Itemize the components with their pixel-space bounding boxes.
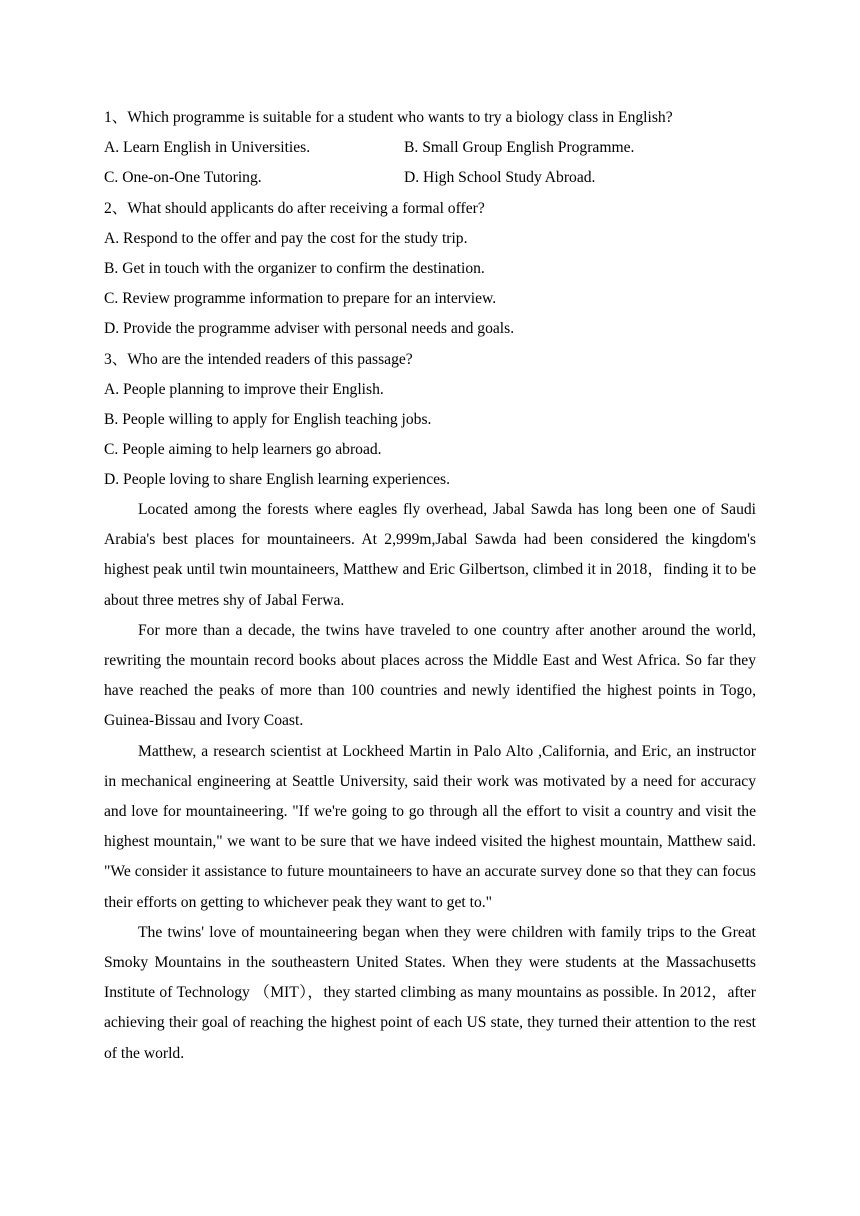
- document-page: [104, 102, 756, 1069]
- question-2-option-b: B. Get in touch with the organizer to confirm the destination.: [104, 260, 485, 277]
- question-3-option-b: B. People willing to apply for English teaching jobs.: [104, 411, 432, 428]
- question-1-option-a: A. Learn English in Universities.: [104, 139, 311, 156]
- question-1-stem: 1、Which programme is suitable for a student who wants to try a biology class in English?: [104, 109, 673, 126]
- question-3-stem: 3、Who are the intended readers of this passage?: [104, 351, 413, 368]
- question-1-option-b: B. Small Group English Programme.: [404, 139, 635, 156]
- question-2-option-d: D. Provide the programme adviser with personal needs and goals.: [104, 320, 515, 337]
- question-1-options-row-1: [104, 133, 756, 163]
- passage-paragraph-4: The twins' love of mountaineering began when they were children with family trips to the Great Smoky Mountains in the southeastern United States. When they were students at the Massachusetts Institute of Technology （MIT），they started climbing as many mountains as possible. In 2012，after achieving their goal of reaching the highest point of each US state, they turned their attention to the rest of the world.: [104, 923, 756, 1062]
- question-2-option-c: C. Review programme information to prepare for an interview.: [104, 290, 497, 307]
- question-1-option-c: C. One-on-One Tutoring.: [104, 169, 262, 186]
- passage-paragraph-3: Matthew, a research scientist at Lockheed Martin in Palo Alto ,California, and Eric, an instructor in mechanical engineering at Seattle University, said their work was motivated by a need for accuracy and love for mountaineering. "If we're going to go through all the effort to visit a country and visit the highest mountain," we want to be sure that we have indeed visited the highest mountain, Matthew said. "We consider it assistance to future mountaineers to have an accurate survey done so that they can focus their efforts on getting to whichever peak they want to get to.": [104, 742, 756, 911]
- question-1-option-d: D. High School Study Abroad.: [404, 169, 596, 186]
- question-3-option-c: C. People aiming to help learners go abroad.: [104, 441, 382, 458]
- question-1-options-row-2: [104, 163, 756, 193]
- question-3-option-d: D. People loving to share English learning experiences.: [104, 471, 451, 488]
- passage-paragraph-2: For more than a decade, the twins have traveled to one country after another around the world, rewriting the mountain record books about places across the Middle East and West Africa. So far they have reached the peaks of more than 100 countries and newly identified the highest points in Togo, Guinea-Bissau and Ivory Coast.: [104, 621, 756, 730]
- question-2-stem: 2、What should applicants do after receiving a formal offer?: [104, 200, 485, 217]
- passage-paragraph-1: Located among the forests where eagles fly overhead, Jabal Sawda has long been one of Saudi Arabia's best places for mountaineers. At 2,999m,Jabal Sawda had been considered the kingdom's highest peak until twin mountaineers, Matthew and Eric Gilbertson, climbed it in 2018，finding it to be about three metres shy of Jabal Ferwa.: [104, 501, 756, 609]
- question-2-option-a: A. Respond to the offer and pay the cost for the study trip.: [104, 230, 468, 247]
- question-3-option-a: A. People planning to improve their English.: [104, 381, 384, 398]
- reading-passage: [104, 495, 756, 1069]
